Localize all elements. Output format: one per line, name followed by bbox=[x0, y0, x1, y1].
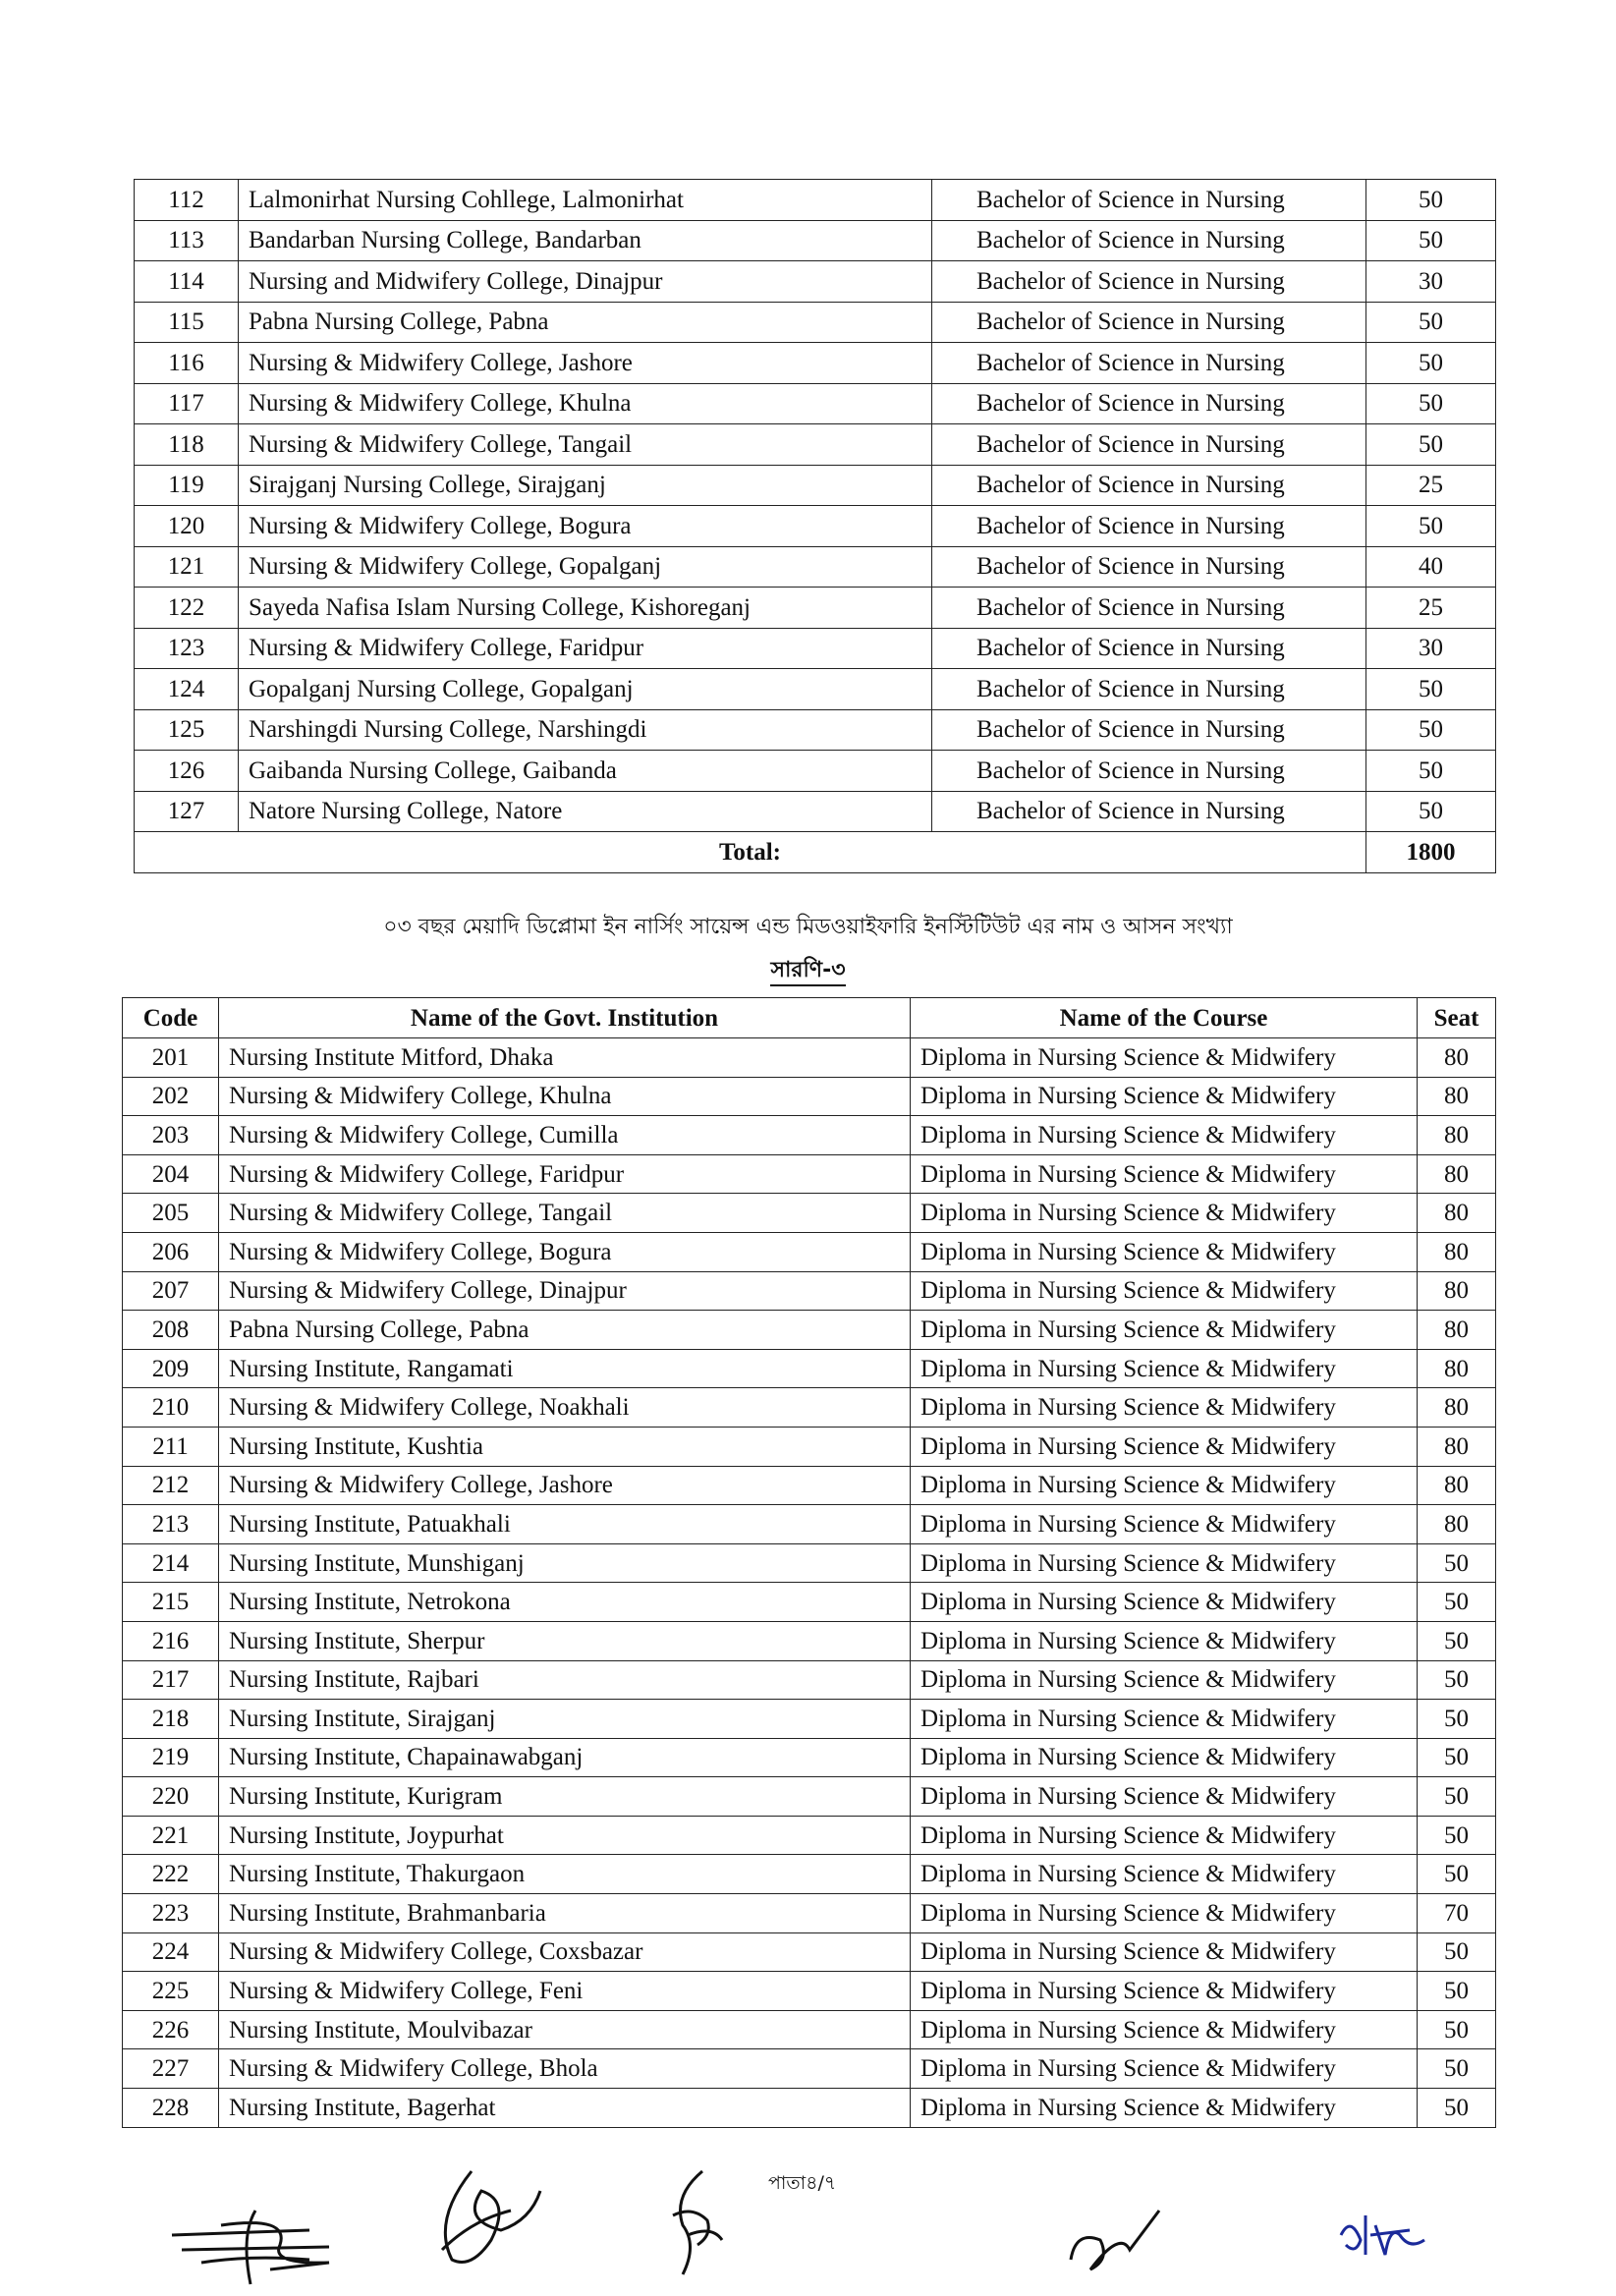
cell-course: Diploma in Nursing Science & Midwifery bbox=[911, 1038, 1418, 1078]
cell-seat: 50 bbox=[1418, 1816, 1496, 1855]
table-row bbox=[135, 709, 1496, 751]
cell-course: Diploma in Nursing Science & Midwifery bbox=[911, 1466, 1418, 1505]
cell-code: 115 bbox=[135, 302, 239, 343]
cell-institution: Nursing & Midwifery College, Bogura bbox=[239, 506, 932, 547]
cell-seat: 30 bbox=[1366, 261, 1496, 303]
table-row bbox=[123, 1777, 1496, 1817]
bsc-nursing-table-body bbox=[135, 180, 1496, 873]
header-institution: Name of the Govt. Institution bbox=[219, 998, 911, 1038]
table-row bbox=[135, 180, 1496, 221]
cell-institution: Nursing & Midwifery College, Faridpur bbox=[219, 1154, 911, 1194]
cell-course: Diploma in Nursing Science & Midwifery bbox=[911, 2010, 1418, 2049]
cell-code: 214 bbox=[123, 1543, 219, 1583]
cell-code: 211 bbox=[123, 1427, 219, 1466]
cell-seat: 50 bbox=[1418, 1621, 1496, 1660]
table-row bbox=[123, 1894, 1496, 1933]
cell-course: Diploma in Nursing Science & Midwifery bbox=[911, 1271, 1418, 1311]
cell-code: 114 bbox=[135, 261, 239, 303]
table-row bbox=[123, 1116, 1496, 1155]
cell-code: 206 bbox=[123, 1232, 219, 1271]
cell-seat: 80 bbox=[1418, 1038, 1496, 1078]
signature-1 bbox=[162, 2196, 349, 2289]
cell-seat: 80 bbox=[1418, 1427, 1496, 1466]
cell-code: 117 bbox=[135, 383, 239, 424]
cell-seat: 50 bbox=[1366, 424, 1496, 466]
cell-course: Diploma in Nursing Science & Midwifery bbox=[911, 1621, 1418, 1660]
cell-seat: 80 bbox=[1418, 1349, 1496, 1388]
cell-code: 207 bbox=[123, 1271, 219, 1311]
cell-code: 218 bbox=[123, 1700, 219, 1739]
cell-course: Bachelor of Science in Nursing bbox=[932, 588, 1366, 629]
cell-institution: Nursing Institute, Rangamati bbox=[219, 1349, 911, 1388]
cell-course: Bachelor of Science in Nursing bbox=[932, 424, 1366, 466]
cell-institution: Nursing & Midwifery College, Tangail bbox=[239, 424, 932, 466]
cell-seat: 50 bbox=[1418, 1777, 1496, 1817]
table-row bbox=[123, 1505, 1496, 1544]
cell-code: 116 bbox=[135, 343, 239, 384]
cell-code: 126 bbox=[135, 751, 239, 792]
cell-code: 125 bbox=[135, 709, 239, 751]
cell-seat: 50 bbox=[1366, 302, 1496, 343]
cell-code: 124 bbox=[135, 669, 239, 710]
table-row bbox=[123, 1271, 1496, 1311]
cell-course: Bachelor of Science in Nursing bbox=[932, 302, 1366, 343]
table-row bbox=[135, 669, 1496, 710]
cell-course: Diploma in Nursing Science & Midwifery bbox=[911, 1427, 1418, 1466]
cell-course: Diploma in Nursing Science & Midwifery bbox=[911, 1194, 1418, 1233]
cell-seat: 50 bbox=[1418, 1855, 1496, 1894]
cell-seat: 50 bbox=[1418, 1932, 1496, 1972]
cell-code: 201 bbox=[123, 1038, 219, 1078]
table-row bbox=[123, 1621, 1496, 1660]
cell-code: 122 bbox=[135, 588, 239, 629]
bsc-nursing-table bbox=[134, 179, 1496, 873]
cell-institution: Sirajganj Nursing College, Sirajganj bbox=[239, 465, 932, 506]
table-row bbox=[135, 506, 1496, 547]
diploma-table bbox=[122, 997, 1496, 2128]
table-row bbox=[135, 343, 1496, 384]
cell-code: 205 bbox=[123, 1194, 219, 1233]
header-code: Code bbox=[123, 998, 219, 1038]
cell-seat: 80 bbox=[1418, 1116, 1496, 1155]
table-row bbox=[123, 1738, 1496, 1777]
cell-code: 212 bbox=[123, 1466, 219, 1505]
header-seat: Seat bbox=[1418, 998, 1496, 1038]
page-number: পাতা৪/৭ bbox=[768, 2172, 837, 2194]
total-label: Total: bbox=[135, 832, 1366, 873]
signature-2 bbox=[413, 2161, 550, 2279]
cell-institution: Nursing & Midwifery College, Faridpur bbox=[239, 628, 932, 669]
cell-institution: Nursing Institute, Joypurhat bbox=[219, 1816, 911, 1855]
cell-code: 219 bbox=[123, 1738, 219, 1777]
table-row bbox=[135, 302, 1496, 343]
cell-code: 220 bbox=[123, 1777, 219, 1817]
cell-institution: Pabna Nursing College, Pabna bbox=[239, 302, 932, 343]
cell-course: Diploma in Nursing Science & Midwifery bbox=[911, 1894, 1418, 1933]
cell-institution: Nursing & Midwifery College, Gopalganj bbox=[239, 546, 932, 588]
cell-course: Bachelor of Science in Nursing bbox=[932, 343, 1366, 384]
signature-4 bbox=[1061, 2201, 1169, 2279]
header-course: Name of the Course bbox=[911, 998, 1418, 1038]
table-row bbox=[123, 1543, 1496, 1583]
table-row bbox=[123, 1388, 1496, 1428]
cell-code: 222 bbox=[123, 1855, 219, 1894]
cell-institution: Narshingdi Nursing College, Narshingdi bbox=[239, 709, 932, 751]
table-row bbox=[123, 1816, 1496, 1855]
cell-seat: 50 bbox=[1366, 709, 1496, 751]
cell-course: Diploma in Nursing Science & Midwifery bbox=[911, 1932, 1418, 1972]
cell-code: 121 bbox=[135, 546, 239, 588]
cell-institution: Nursing & Midwifery College, Bhola bbox=[219, 2049, 911, 2089]
table-row bbox=[123, 1427, 1496, 1466]
table-row bbox=[123, 1232, 1496, 1271]
section-3-label bbox=[0, 953, 1616, 989]
cell-institution: Nursing & Midwifery College, Khulna bbox=[219, 1077, 911, 1116]
cell-code: 112 bbox=[135, 180, 239, 221]
cell-code: 213 bbox=[123, 1505, 219, 1544]
table-row bbox=[123, 1311, 1496, 1350]
section-3-heading: ০৩ বছর মেয়াদি ডিপ্লোমা ইন নার্সিং সায়েন্স এন্ড মিডওয়াইফারি ইনস্টিটিউট এর নাম ও আসন সংখ্যা bbox=[383, 915, 1233, 939]
cell-seat: 50 bbox=[1418, 2049, 1496, 2089]
cell-course: Bachelor of Science in Nursing bbox=[932, 791, 1366, 832]
cell-course: Bachelor of Science in Nursing bbox=[932, 546, 1366, 588]
cell-code: 223 bbox=[123, 1894, 219, 1933]
cell-code: 228 bbox=[123, 2089, 219, 2128]
cell-institution: Sayeda Nafisa Islam Nursing College, Kishoreganj bbox=[239, 588, 932, 629]
cell-code: 118 bbox=[135, 424, 239, 466]
cell-seat: 80 bbox=[1418, 1388, 1496, 1428]
cell-course: Diploma in Nursing Science & Midwifery bbox=[911, 2049, 1418, 2089]
cell-code: 209 bbox=[123, 1349, 219, 1388]
cell-course: Bachelor of Science in Nursing bbox=[932, 261, 1366, 303]
cell-institution: Nursing & Midwifery College, Dinajpur bbox=[219, 1271, 911, 1311]
cell-seat: 50 bbox=[1418, 2089, 1496, 2128]
table-row bbox=[135, 751, 1496, 792]
cell-code: 216 bbox=[123, 1621, 219, 1660]
cell-seat: 50 bbox=[1366, 220, 1496, 261]
total-value: 1800 bbox=[1366, 832, 1496, 873]
cell-seat: 80 bbox=[1418, 1505, 1496, 1544]
table-row bbox=[123, 1466, 1496, 1505]
cell-code: 221 bbox=[123, 1816, 219, 1855]
cell-course: Diploma in Nursing Science & Midwifery bbox=[911, 1700, 1418, 1739]
cell-code: 127 bbox=[135, 791, 239, 832]
cell-institution: Nursing Institute, Sherpur bbox=[219, 1621, 911, 1660]
cell-course: Diploma in Nursing Science & Midwifery bbox=[911, 1777, 1418, 1817]
cell-institution: Nursing & Midwifery College, Khulna bbox=[239, 383, 932, 424]
cell-course: Diploma in Nursing Science & Midwifery bbox=[911, 1232, 1418, 1271]
cell-seat: 80 bbox=[1418, 1466, 1496, 1505]
total-row bbox=[135, 832, 1496, 873]
cell-code: 120 bbox=[135, 506, 239, 547]
cell-institution: Nursing & Midwifery College, Jashore bbox=[239, 343, 932, 384]
cell-code: 215 bbox=[123, 1583, 219, 1622]
cell-institution: Nursing & Midwifery College, Bogura bbox=[219, 1232, 911, 1271]
table-row bbox=[123, 1077, 1496, 1116]
table-row bbox=[123, 1855, 1496, 1894]
cell-course: Diploma in Nursing Science & Midwifery bbox=[911, 1116, 1418, 1155]
cell-institution: Pabna Nursing College, Pabna bbox=[219, 1311, 911, 1350]
cell-seat: 50 bbox=[1418, 1660, 1496, 1700]
cell-course: Diploma in Nursing Science & Midwifery bbox=[911, 1660, 1418, 1700]
signature-5 bbox=[1331, 2206, 1429, 2265]
cell-code: 224 bbox=[123, 1932, 219, 1972]
cell-course: Bachelor of Science in Nursing bbox=[932, 180, 1366, 221]
cell-seat: 50 bbox=[1366, 343, 1496, 384]
cell-institution: Gaibanda Nursing College, Gaibanda bbox=[239, 751, 932, 792]
table-row bbox=[123, 1700, 1496, 1739]
cell-seat: 80 bbox=[1418, 1232, 1496, 1271]
cell-institution: Nursing Institute, Patuakhali bbox=[219, 1505, 911, 1544]
cell-seat: 50 bbox=[1366, 180, 1496, 221]
table-row bbox=[123, 1194, 1496, 1233]
cell-course: Bachelor of Science in Nursing bbox=[932, 628, 1366, 669]
cell-institution: Nursing & Midwifery College, Cumilla bbox=[219, 1116, 911, 1155]
cell-course: Diploma in Nursing Science & Midwifery bbox=[911, 1738, 1418, 1777]
table-row bbox=[123, 1154, 1496, 1194]
cell-institution: Gopalganj Nursing College, Gopalganj bbox=[239, 669, 932, 710]
cell-course: Diploma in Nursing Science & Midwifery bbox=[911, 1349, 1418, 1388]
cell-institution: Nursing Institute, Kurigram bbox=[219, 1777, 911, 1817]
table-row bbox=[123, 1660, 1496, 1700]
cell-seat: 50 bbox=[1418, 1700, 1496, 1739]
cell-institution: Natore Nursing College, Natore bbox=[239, 791, 932, 832]
cell-institution: Nursing and Midwifery College, Dinajpur bbox=[239, 261, 932, 303]
table-header-row bbox=[123, 998, 1496, 1038]
cell-seat: 50 bbox=[1366, 383, 1496, 424]
cell-institution: Nursing Institute, Kushtia bbox=[219, 1427, 911, 1466]
cell-code: 210 bbox=[123, 1388, 219, 1428]
cell-code: 226 bbox=[123, 2010, 219, 2049]
cell-course: Diploma in Nursing Science & Midwifery bbox=[911, 1154, 1418, 1194]
cell-institution: Nursing Institute, Netrokona bbox=[219, 1583, 911, 1622]
cell-code: 119 bbox=[135, 465, 239, 506]
cell-seat: 30 bbox=[1366, 628, 1496, 669]
cell-course: Bachelor of Science in Nursing bbox=[932, 751, 1366, 792]
table-row bbox=[135, 465, 1496, 506]
cell-course: Diploma in Nursing Science & Midwifery bbox=[911, 1505, 1418, 1544]
table-row bbox=[123, 1583, 1496, 1622]
cell-institution: Nursing & Midwifery College, Feni bbox=[219, 1972, 911, 2011]
cell-seat: 50 bbox=[1366, 669, 1496, 710]
table-row bbox=[123, 2049, 1496, 2089]
cell-seat: 50 bbox=[1366, 751, 1496, 792]
cell-seat: 50 bbox=[1418, 1972, 1496, 2011]
cell-course: Bachelor of Science in Nursing bbox=[932, 506, 1366, 547]
cell-course: Bachelor of Science in Nursing bbox=[932, 709, 1366, 751]
cell-course: Diploma in Nursing Science & Midwifery bbox=[911, 1388, 1418, 1428]
table-row bbox=[135, 588, 1496, 629]
cell-course: Diploma in Nursing Science & Midwifery bbox=[911, 1583, 1418, 1622]
cell-course: Bachelor of Science in Nursing bbox=[932, 220, 1366, 261]
table-row bbox=[135, 791, 1496, 832]
cell-course: Bachelor of Science in Nursing bbox=[932, 465, 1366, 506]
cell-seat: 50 bbox=[1418, 1738, 1496, 1777]
cell-course: Diploma in Nursing Science & Midwifery bbox=[911, 1972, 1418, 2011]
cell-seat: 50 bbox=[1418, 2010, 1496, 2049]
cell-institution: Nursing Institute, Munshiganj bbox=[219, 1543, 911, 1583]
cell-institution: Nursing Institute, Rajbari bbox=[219, 1660, 911, 1700]
cell-institution: Bandarban Nursing College, Bandarban bbox=[239, 220, 932, 261]
cell-institution: Nursing Institute, Thakurgaon bbox=[219, 1855, 911, 1894]
table-row bbox=[135, 628, 1496, 669]
cell-institution: Nursing Institute, Sirajganj bbox=[219, 1700, 911, 1739]
cell-code: 217 bbox=[123, 1660, 219, 1700]
cell-seat: 80 bbox=[1418, 1154, 1496, 1194]
cell-seat: 50 bbox=[1366, 506, 1496, 547]
cell-institution: Nursing Institute, Chapainawabganj bbox=[219, 1738, 911, 1777]
cell-code: 208 bbox=[123, 1311, 219, 1350]
cell-institution: Lalmonirhat Nursing Cohllege, Lalmonirhat bbox=[239, 180, 932, 221]
cell-institution: Nursing Institute, Moulvibazar bbox=[219, 2010, 911, 2049]
cell-code: 204 bbox=[123, 1154, 219, 1194]
table-row bbox=[123, 1038, 1496, 1078]
diploma-table-body bbox=[123, 1038, 1496, 2128]
table-row bbox=[123, 1972, 1496, 2011]
cell-institution: Nursing & Midwifery College, Noakhali bbox=[219, 1388, 911, 1428]
cell-course: Diploma in Nursing Science & Midwifery bbox=[911, 1311, 1418, 1350]
signature-3 bbox=[653, 2166, 732, 2279]
cell-code: 113 bbox=[135, 220, 239, 261]
cell-seat: 80 bbox=[1418, 1194, 1496, 1233]
section-3-label-text: সারণি-৩ bbox=[770, 958, 845, 986]
table-row bbox=[135, 220, 1496, 261]
cell-code: 227 bbox=[123, 2049, 219, 2089]
table-row bbox=[123, 1349, 1496, 1388]
cell-seat: 80 bbox=[1418, 1077, 1496, 1116]
table-row bbox=[123, 1932, 1496, 1972]
cell-institution: Nursing Institute Mitford, Dhaka bbox=[219, 1038, 911, 1078]
cell-seat: 50 bbox=[1418, 1543, 1496, 1583]
cell-code: 202 bbox=[123, 1077, 219, 1116]
cell-institution: Nursing & Midwifery College, Tangail bbox=[219, 1194, 911, 1233]
cell-institution: Nursing Institute, Brahmanbaria bbox=[219, 1894, 911, 1933]
cell-course: Diploma in Nursing Science & Midwifery bbox=[911, 1077, 1418, 1116]
cell-seat: 50 bbox=[1366, 791, 1496, 832]
cell-course: Diploma in Nursing Science & Midwifery bbox=[911, 1816, 1418, 1855]
cell-course: Bachelor of Science in Nursing bbox=[932, 669, 1366, 710]
cell-seat: 80 bbox=[1418, 1271, 1496, 1311]
cell-institution: Nursing & Midwifery College, Coxsbazar bbox=[219, 1932, 911, 1972]
cell-code: 225 bbox=[123, 1972, 219, 2011]
table-row bbox=[123, 2089, 1496, 2128]
cell-course: Diploma in Nursing Science & Midwifery bbox=[911, 1855, 1418, 1894]
cell-code: 123 bbox=[135, 628, 239, 669]
table-row bbox=[135, 424, 1496, 466]
cell-seat: 40 bbox=[1366, 546, 1496, 588]
cell-institution: Nursing & Midwifery College, Jashore bbox=[219, 1466, 911, 1505]
table-row bbox=[135, 261, 1496, 303]
cell-institution: Nursing Institute, Bagerhat bbox=[219, 2089, 911, 2128]
table-row bbox=[135, 546, 1496, 588]
cell-course: Bachelor of Science in Nursing bbox=[932, 383, 1366, 424]
cell-seat: 25 bbox=[1366, 465, 1496, 506]
cell-seat: 80 bbox=[1418, 1311, 1496, 1350]
table-row bbox=[135, 383, 1496, 424]
cell-seat: 50 bbox=[1418, 1583, 1496, 1622]
table-row bbox=[123, 2010, 1496, 2049]
cell-seat: 25 bbox=[1366, 588, 1496, 629]
cell-code: 203 bbox=[123, 1116, 219, 1155]
cell-course: Diploma in Nursing Science & Midwifery bbox=[911, 1543, 1418, 1583]
cell-course: Diploma in Nursing Science & Midwifery bbox=[911, 2089, 1418, 2128]
cell-seat: 70 bbox=[1418, 1894, 1496, 1933]
